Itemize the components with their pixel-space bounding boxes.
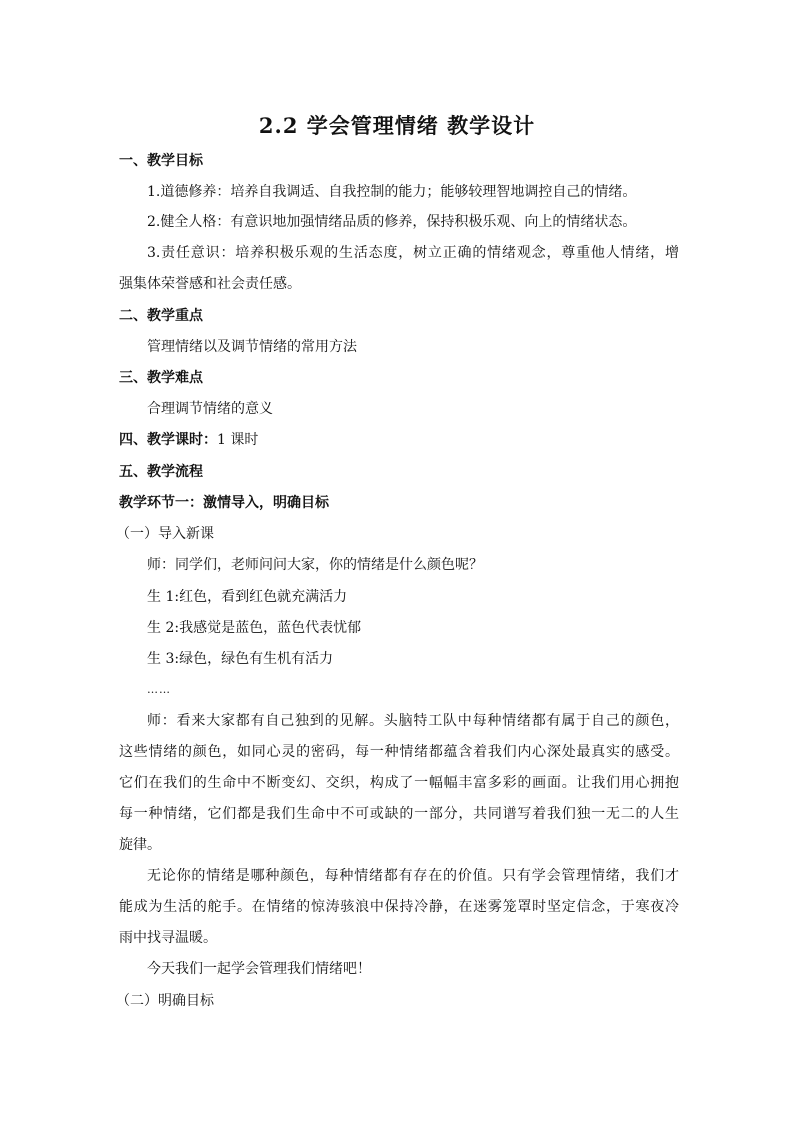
objectives-heading: 一、教学目标 [119, 153, 203, 169]
objective-item-3: 3.责任意识：培养积极乐观的生活态度，树立正确的情绪观念，尊重他人情绪，增 [147, 245, 679, 261]
sub2-heading: （二）明确目标 [116, 993, 214, 1009]
ellipsis: …… [147, 683, 171, 696]
objective-item-3-continued: 强集体荣誉感和社会责任感。 [119, 276, 301, 292]
step1-heading: 教学环节一：激情导入，明确目标 [119, 495, 329, 511]
paragraph1-line-4: 每一种情绪，它们都是我们生命中不可或缺的一部分，共同谱写着我们独一无二的人生 [119, 806, 679, 822]
dialogue-line-3: 生 2:我感觉是蓝色，蓝色代表忧郁 [147, 620, 362, 636]
paragraph1-line-5: 旋律。 [119, 837, 161, 853]
sub1-heading: （一）导入新课 [116, 526, 214, 542]
difficulties-text: 合理调节情绪的意义 [147, 401, 273, 417]
paragraph2-line-1: 无论你的情绪是哪种颜色，每种情绪都有存在的价值。只有学会管理情绪，我们才 [147, 868, 679, 884]
hours-value: 1 课时 [217, 432, 259, 448]
dialogue-line-2: 生 1:红色，看到红色就充满活力 [147, 589, 348, 605]
document-title: 2.2 学会管理情绪 教学设计 [258, 113, 536, 138]
dialogue-line-4: 生 3:绿色，绿色有生机有活力 [147, 651, 334, 667]
paragraph1-line-3: 它们在我们的生命中不断变幻、交织，构成了一幅幅丰富多彩的画面。让我们用心拥抱 [119, 775, 679, 791]
process-heading: 五、教学流程 [119, 464, 203, 480]
paragraph2-line-2: 能成为生活的舵手。在情绪的惊涛骇浪中保持冷静，在迷雾笼罩时坚定信念，于寒夜冷 [119, 899, 679, 915]
key-points-heading: 二、教学重点 [119, 308, 203, 324]
hours-heading: 四、教学课时： [119, 432, 217, 448]
key-points-text: 管理情绪以及调节情绪的常用方法 [147, 339, 357, 355]
dialogue-line-1: 师：同学们，老师问问大家，你的情绪是什么颜色呢？ [147, 557, 483, 573]
objective-item-2: 2.健全人格：有意识地加强情绪品质的修养，保持积极乐观、向上的情绪状态。 [147, 214, 637, 230]
difficulties-heading: 三、教学难点 [119, 370, 203, 386]
paragraph3: 今天我们一起学会管理我们情绪吧！ [147, 961, 371, 977]
paragraph1-line-1: 师：看来大家都有自己独到的见解。头脑特工队中每种情绪都有属于自己的颜色， [147, 713, 679, 729]
paragraph2-line-3: 雨中找寻温暖。 [119, 930, 217, 946]
hours-line [119, 430, 679, 450]
paragraph1-line-2: 这些情绪的颜色，如同心灵的密码，每一种情绪都蕴含着我们内心深处最真实的感受。 [119, 744, 679, 760]
objective-item-1: 1.道德修养：培养自我调适、自我控制的能力；能够较理智地调控自己的情绪。 [147, 184, 637, 200]
